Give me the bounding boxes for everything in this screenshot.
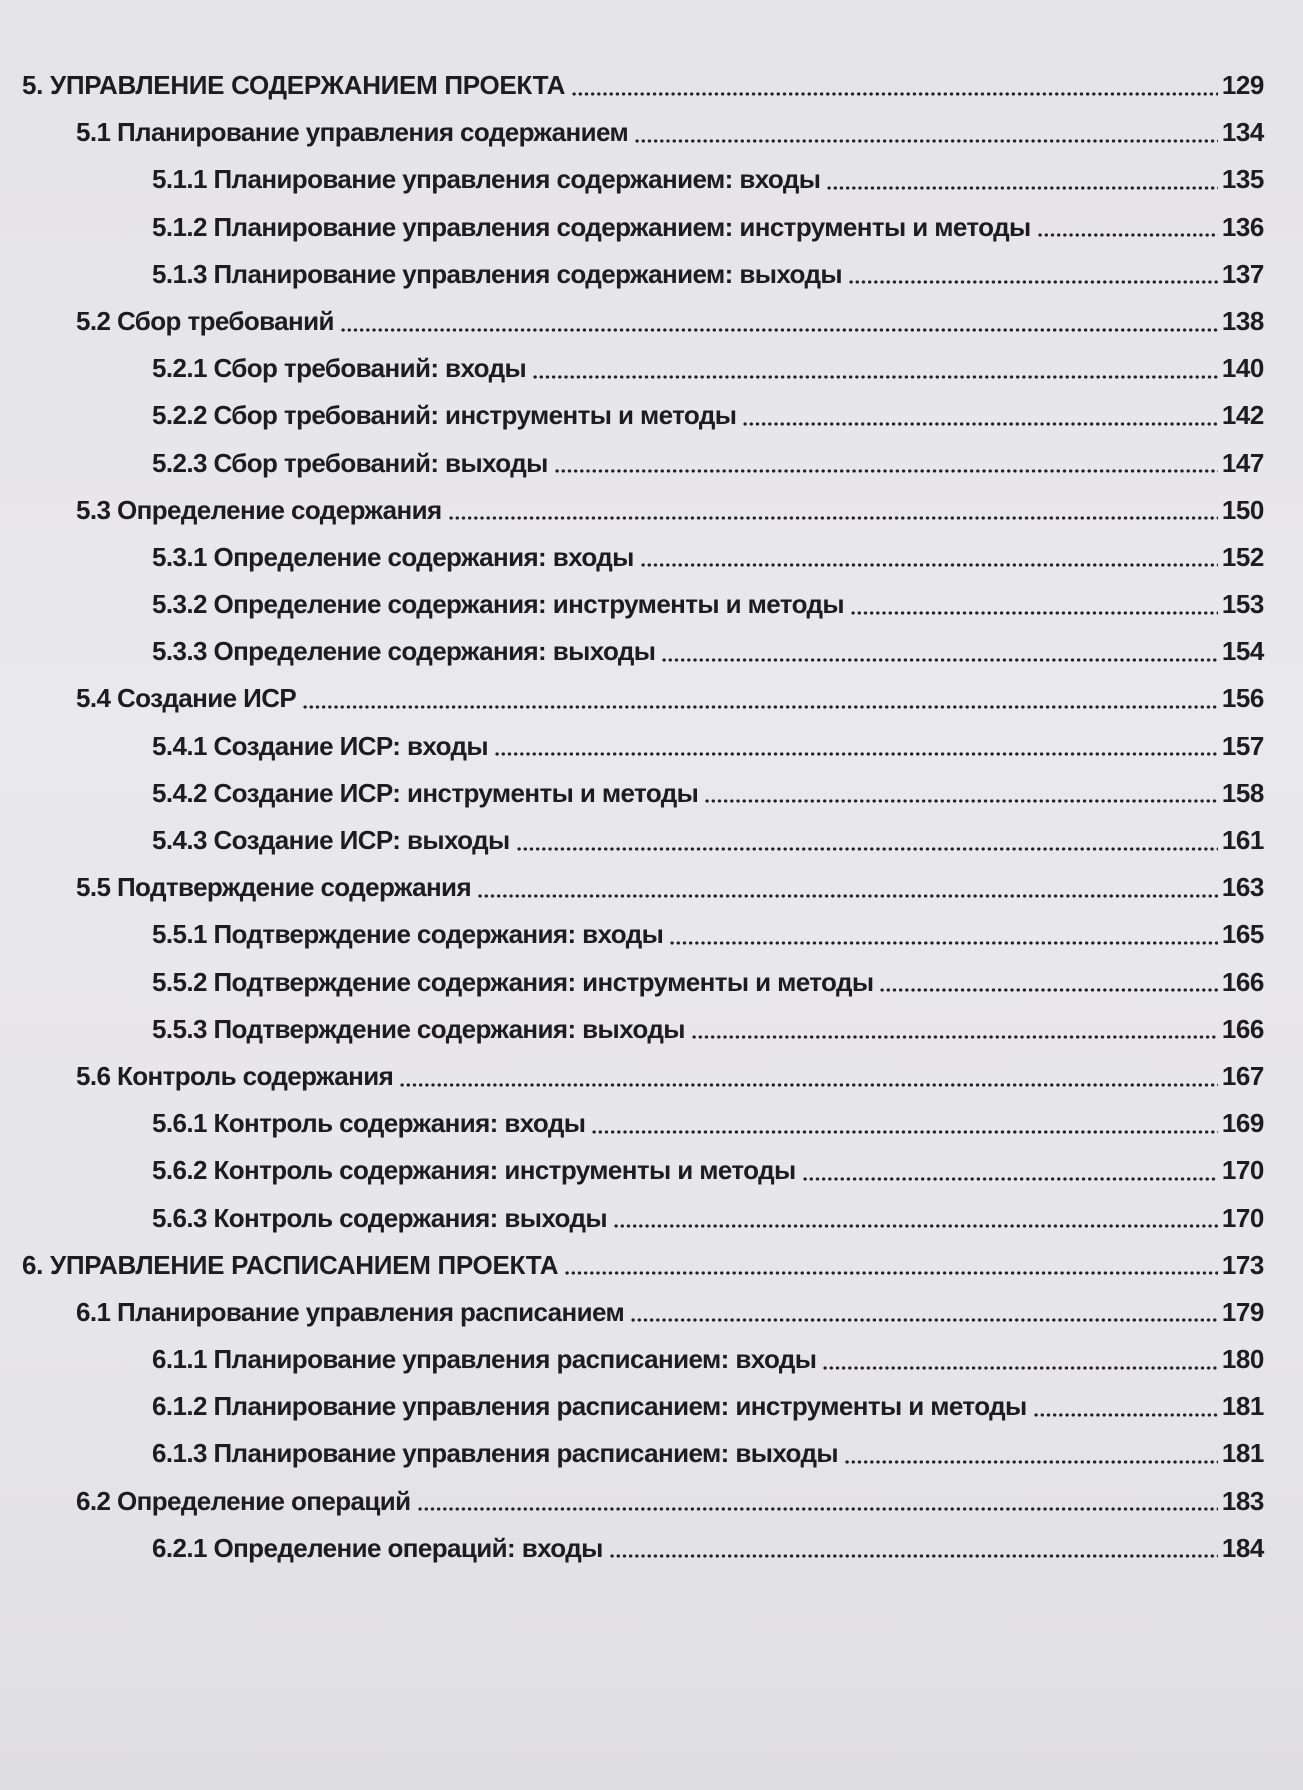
toc-section-row: [22, 1053, 1264, 1100]
toc-section-row: [22, 675, 1264, 722]
toc-chapter-title: 5. УПРАВЛЕНИЕ СОДЕРЖАНИЕМ ПРОЕКТА: [22, 70, 566, 100]
toc-subsection-row: [22, 204, 1264, 251]
toc-chapter-title: 6. УПРАВЛЕНИЕ РАСПИСАНИЕМ ПРОЕКТА: [22, 1249, 559, 1280]
toc-subsection-row: [22, 1195, 1264, 1242]
dot-leader: [591, 1130, 1217, 1134]
dot-leader: [494, 752, 1218, 756]
dot-leader: [802, 1177, 1218, 1181]
dot-leader: [634, 139, 1218, 143]
dot-leader: [399, 1083, 1218, 1087]
toc-chapter-row: [22, 1242, 1264, 1289]
toc-subsection-title: 5.5.3 Подтверждение содержания: выходы: [152, 1013, 685, 1044]
dot-leader: [1033, 1413, 1218, 1417]
toc-subsection-row: [22, 1006, 1264, 1053]
toc-subsection-row: [22, 959, 1264, 1006]
toc-subsection-title: 6.2.1 Определение операций: входы: [152, 1532, 603, 1563]
dot-leader: [669, 941, 1218, 945]
page-number: 153: [1221, 589, 1264, 620]
toc-subsection-row: [22, 534, 1264, 581]
dot-leader: [630, 1318, 1218, 1322]
dot-leader: [564, 1271, 1218, 1275]
dot-leader: [613, 1224, 1218, 1228]
page-number: 136: [1221, 211, 1264, 242]
toc-subsection-title: 5.1.1 Планирование управления содержанием: входы: [152, 164, 821, 195]
page-number: 163: [1221, 872, 1264, 903]
dot-leader: [477, 894, 1218, 898]
page-number: 154: [1221, 636, 1264, 667]
page-number: 152: [1221, 541, 1264, 572]
dot-leader: [516, 847, 1218, 851]
page-number: 173: [1221, 1249, 1264, 1280]
toc-subsection-row: [22, 581, 1264, 628]
page-number: 167: [1221, 1060, 1264, 1091]
toc-subsection-row: [22, 1100, 1264, 1147]
dot-leader: [850, 611, 1218, 615]
toc-subsection-row: [22, 392, 1264, 439]
toc-subsection-title: 5.3.3 Определение содержания: выходы: [152, 636, 656, 667]
toc-section-title: 6.2 Определение операций: [76, 1485, 411, 1516]
page-number: 184: [1221, 1532, 1264, 1563]
page-number: 161: [1221, 825, 1264, 855]
page-number: 169: [1221, 1108, 1264, 1139]
toc-section-title: 5.4 Создание ИСР: [76, 683, 297, 714]
page-number: 158: [1221, 777, 1264, 808]
toc-subsection-title: 5.4.3 Создание ИСР: выходы: [152, 825, 510, 855]
toc-subsection-title: 6.1.1 Планирование управления расписанием: входы: [152, 1344, 817, 1375]
toc-subsection-row: [22, 911, 1264, 958]
dot-leader: [691, 1035, 1218, 1039]
page-number: 138: [1221, 305, 1264, 336]
toc-section-row: [22, 864, 1264, 911]
toc-section-row: [22, 1289, 1264, 1336]
toc-subsection-row: [22, 628, 1264, 675]
dot-leader: [554, 469, 1218, 473]
page-number: 135: [1221, 164, 1264, 195]
toc-subsection-title: 5.4.1 Создание ИСР: входы: [152, 730, 489, 761]
dot-leader: [340, 328, 1218, 332]
toc-subsection-title: 5.2.2 Сбор требований: инструменты и методы: [152, 400, 737, 431]
toc-subsection-row: [22, 817, 1264, 864]
page-number: 166: [1221, 1013, 1264, 1044]
toc-subsection-row: [22, 1336, 1264, 1383]
toc-subsection-row: [22, 156, 1264, 203]
page-number: 183: [1221, 1485, 1264, 1516]
toc-subsection-title: 5.1.2 Планирование управления содержанием: инструменты и методы: [152, 211, 1031, 242]
toc-subsection-row: [22, 770, 1264, 817]
page-number: 134: [1221, 117, 1264, 148]
toc-subsection-title: 5.6.1 Контроль содержания: входы: [152, 1108, 586, 1139]
dot-leader: [640, 563, 1218, 567]
toc-subsection-title: 5.5.1 Подтверждение содержания: входы: [152, 919, 664, 950]
page-number: 165: [1221, 919, 1264, 950]
dot-leader: [609, 1554, 1218, 1558]
dot-leader: [571, 92, 1218, 96]
page-number: 181: [1221, 1391, 1264, 1422]
table-of-contents: [22, 62, 1264, 1572]
dot-leader: [848, 280, 1218, 284]
page-number: 180: [1221, 1344, 1264, 1375]
toc-section-title: 5.1 Планирование управления содержанием: [76, 117, 629, 148]
toc-subsection-row: [22, 345, 1264, 392]
dot-leader: [448, 516, 1218, 520]
page-number: 150: [1221, 494, 1264, 525]
toc-subsection-title: 5.6.2 Контроль содержания: инструменты и методы: [152, 1155, 796, 1186]
page-number: 142: [1221, 400, 1264, 431]
toc-subsection-row: [22, 1430, 1264, 1477]
dot-leader: [822, 1366, 1217, 1370]
page-number: 137: [1221, 258, 1264, 289]
page-number: 166: [1221, 966, 1264, 997]
page-number: 129: [1221, 70, 1264, 100]
toc-section-row: [22, 487, 1264, 534]
page-number: 179: [1221, 1296, 1264, 1327]
dot-leader: [532, 375, 1218, 379]
page-number: 147: [1221, 447, 1264, 478]
toc-subsection-row: [22, 723, 1264, 770]
toc-subsection-title: 6.1.2 Планирование управления расписанием: инструменты и методы: [152, 1391, 1027, 1422]
page-number: 157: [1221, 730, 1264, 761]
toc-subsection-row: [22, 440, 1264, 487]
page-number: 170: [1221, 1202, 1264, 1233]
toc-subsection-title: 5.5.2 Подтверждение содержания: инструменты и методы: [152, 966, 874, 997]
toc-subsection-title: 5.2.1 Сбор требований: входы: [152, 353, 527, 384]
page-number: 170: [1221, 1155, 1264, 1186]
toc-subsection-title: 5.4.2 Создание ИСР: инструменты и методы: [152, 777, 699, 808]
dot-leader: [879, 988, 1217, 992]
toc-section-title: 5.5 Подтверждение содержания: [76, 872, 472, 903]
page-number: 181: [1221, 1438, 1264, 1469]
toc-subsection-title: 5.2.3 Сбор требований: выходы: [152, 447, 548, 478]
toc-section-row: [22, 298, 1264, 345]
toc-subsection-row: [22, 1147, 1264, 1194]
toc-subsection-row: [22, 1383, 1264, 1430]
page-number: 140: [1221, 353, 1264, 384]
toc-chapter-row: [22, 62, 1264, 109]
toc-subsection-title: 5.3.1 Определение содержания: входы: [152, 541, 634, 572]
toc-subsection-title: 5.6.3 Контроль содержания: выходы: [152, 1202, 607, 1233]
toc-subsection-title: 5.3.2 Определение содержания: инструменты и методы: [152, 589, 845, 620]
page-number: 156: [1221, 683, 1264, 714]
toc-section-row: [22, 109, 1264, 156]
dot-leader: [704, 799, 1218, 803]
dot-leader: [661, 658, 1217, 662]
dot-leader: [302, 705, 1218, 709]
dot-leader: [417, 1507, 1218, 1511]
dot-leader: [844, 1460, 1218, 1464]
toc-section-row: [22, 1478, 1264, 1525]
toc-section-title: 5.2 Сбор требований: [76, 305, 334, 336]
dot-leader: [826, 186, 1217, 190]
dot-leader: [742, 422, 1217, 426]
toc-section-title: 6.1 Планирование управления расписанием: [76, 1296, 625, 1327]
toc-section-title: 5.3 Определение содержания: [76, 494, 442, 525]
toc-subsection-row: [22, 251, 1264, 298]
toc-subsection-row: [22, 1525, 1264, 1572]
dot-leader: [1037, 233, 1218, 237]
toc-subsection-title: 5.1.3 Планирование управления содержанием: выходы: [152, 258, 842, 289]
toc-subsection-title: 6.1.3 Планирование управления расписанием: выходы: [152, 1438, 838, 1469]
toc-section-title: 5.6 Контроль содержания: [76, 1060, 394, 1091]
